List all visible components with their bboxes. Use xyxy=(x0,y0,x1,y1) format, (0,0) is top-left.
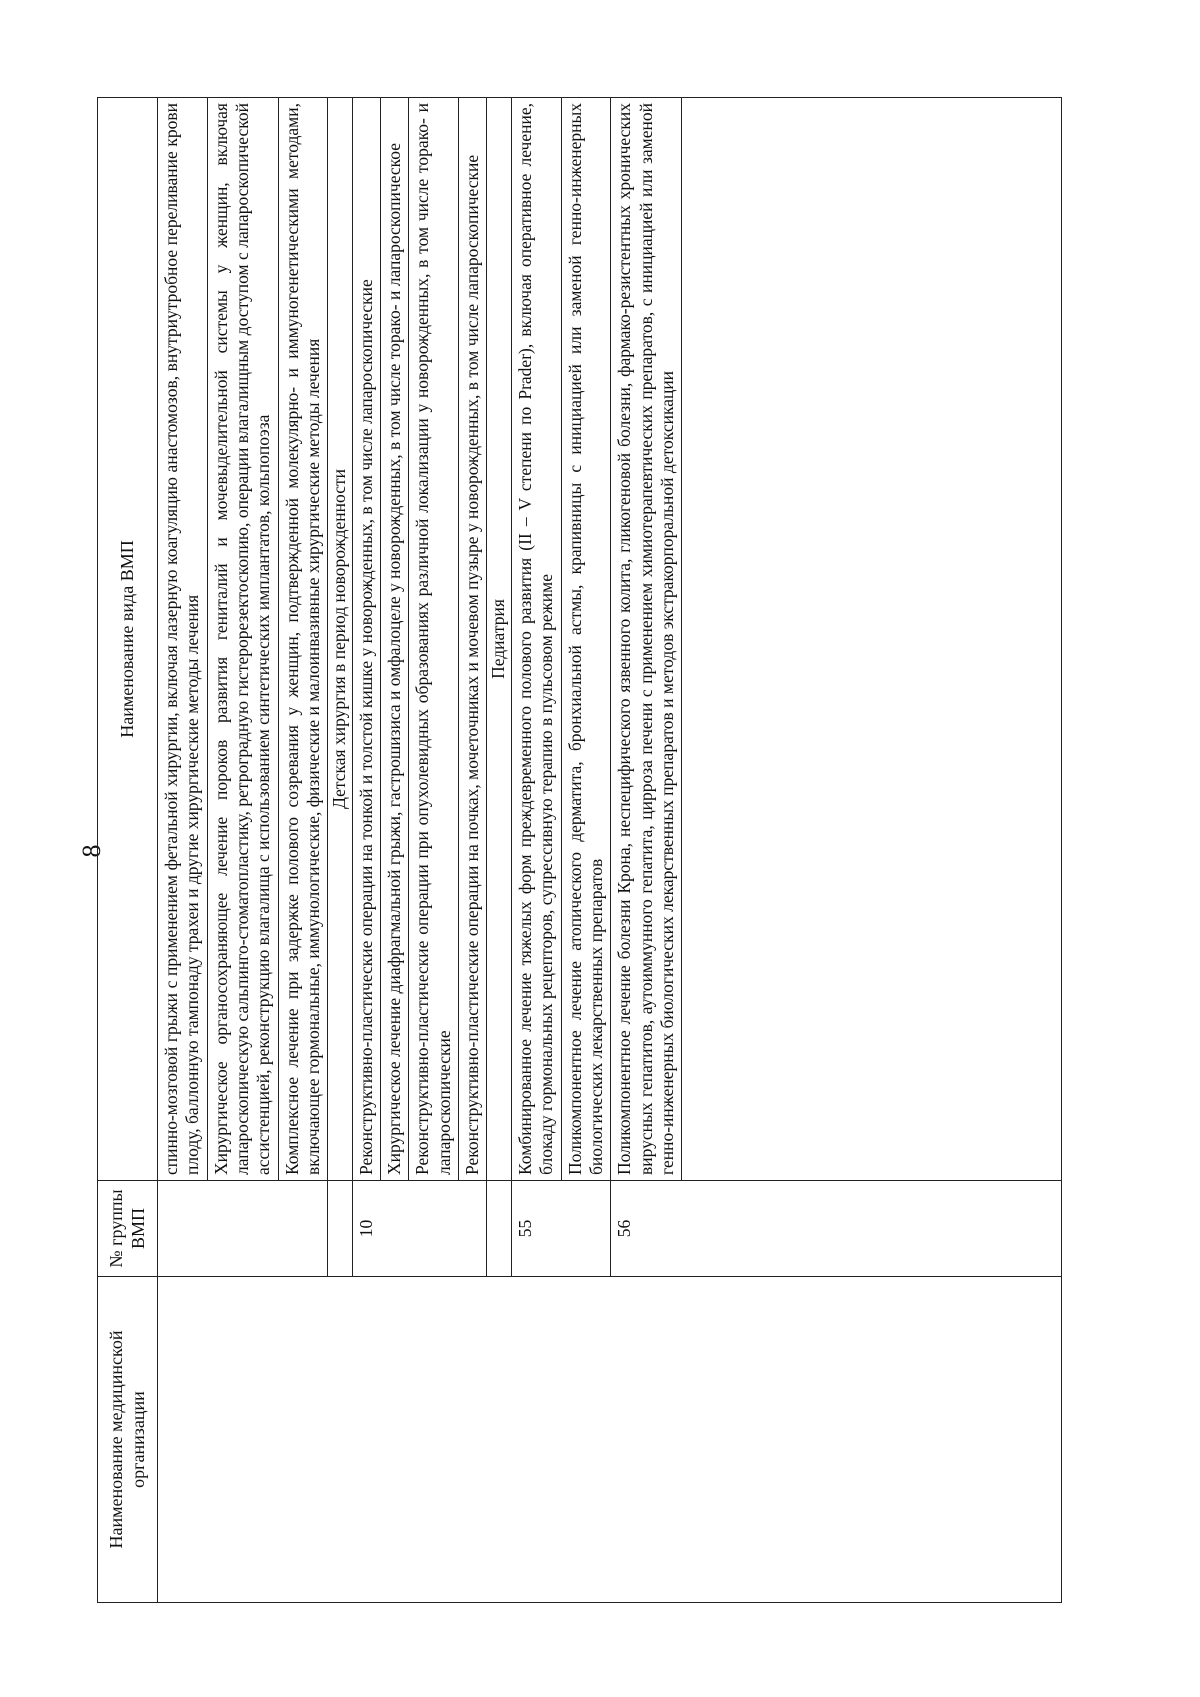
page-number: 8 xyxy=(77,844,106,858)
group-cell xyxy=(158,1181,328,1277)
table-row xyxy=(158,98,208,1603)
header-type: Наименование вида ВМП xyxy=(98,98,158,1181)
type-cell: Хирургическое лечение диафрагмальной грыжи, гастрошизиса и омфалоцеле у новорожденных, в том числе торако- и лапароскопическое xyxy=(381,98,409,1181)
type-cell: Поликомпонентное лечение атопического дерматита, бронхиальной астмы, крапивницы с инициацией или заменой генно-инженерных биологических лекарственных препаратов xyxy=(561,98,611,1181)
group-number-10: 10 xyxy=(352,1181,487,1277)
header-group: № группы ВМП xyxy=(98,1181,158,1277)
section-spacer xyxy=(487,1181,511,1277)
vmp-table xyxy=(97,97,1062,1603)
document-sheet xyxy=(97,98,1062,1603)
type-cell: Реконструктивно-пластические операции на почках, мочеточниках и мочевом пузыре у новорожденных, в том числе лапароскопические xyxy=(459,98,487,1181)
section-title-surgery: Детская хирургия в период новорожденности xyxy=(328,98,352,1181)
organization-cell xyxy=(158,1277,1062,1603)
type-cell: Комбинированное лечение тяжелых форм преждевременного полового развития (II – V степени по Prader), включая оперативное лечение, блокаду гормональных рецепторов, супрессивную терапию в пульсовом режиме xyxy=(511,98,561,1181)
section-title-pediatrics: Педиатрия xyxy=(487,98,511,1181)
empty-cell xyxy=(682,98,1062,1181)
group-number-55: 55 xyxy=(511,1181,610,1277)
type-cell: Поликомпонентное лечение болезни Крона, неспецифического язвенного колита, гликогеновой болезни, фармако-резистентных хронических вирусных гепатитов, аутоиммунного гепатита, цирроза печени с применением химиотерапевтических препаратов, с инициацией или заменой генно-инженерных биологических лекарственных препаратов и методов экстракорпоральной детоксикации xyxy=(611,98,682,1181)
type-cell: Реконструктивно-пластические операции при опухолевидных образованиях различной локализации у новорожденных, в том числе торако- и лапароскопические xyxy=(409,98,459,1181)
type-cell: спинно-мозговой грыжи с применением фетальной хирургии, включая лазерную коагуляцию анастомозов, внутриутробное переливание крови плоду, баллонную тампонаду трахеи и другие хирургические методы лечения xyxy=(158,98,208,1181)
type-cell: Комплексное лечение при задержке полового созревания у женщин, подтвержденной молекулярно- и иммуногенетическими методами, включающее гормональные, иммунологические, физические и малоинвазивные хирургические методы лечения xyxy=(278,98,328,1181)
group-number-56: 56 xyxy=(611,1181,1062,1277)
header-organization: Наименование медицинской организации xyxy=(98,1277,158,1603)
type-cell: Реконструктивно-пластические операции на тонкой и толстой кишке у новорожденных, в том числе лапароскопические xyxy=(352,98,380,1181)
type-cell: Хирургическое органосохраняющее лечение пороков развития гениталий и мочевыделительной системы у женщин, включая лапароскопическую сальпинго-стоматопластику, ретроградную гистерорезектоскопию, операции влагалищным доступом с лапароскопической ассистенцией, реконструкцию влагалища с использованием синтетических имплантатов, кольпопоэза xyxy=(207,98,278,1181)
section-spacer xyxy=(328,1181,352,1277)
